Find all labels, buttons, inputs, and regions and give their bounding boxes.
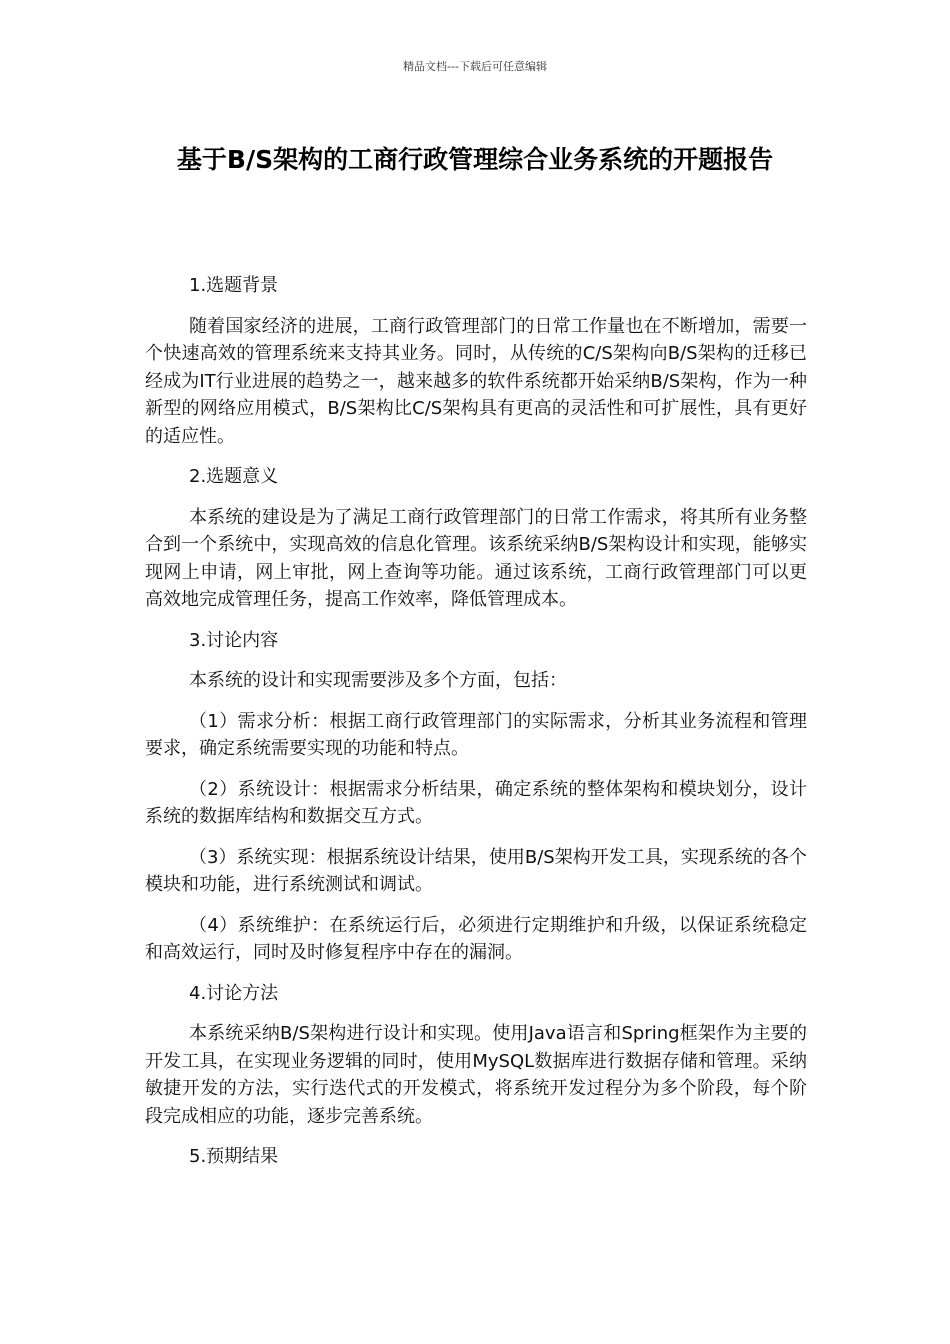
- section-heading: 1.选题背景: [189, 275, 279, 296]
- list-item: （3）系统实现：根据系统设计结果，使用B/S架构开发工具，实现系统的各个模块和功能，进行系统测试和调试。: [145, 846, 807, 895]
- list-item: （1）需求分析：根据工商行政管理部门的实际需求，分析其业务流程和管理要求，确定系统需要实现的功能和特点。: [145, 710, 807, 759]
- list-item: （4）系统维护：在系统运行后，必须进行定期维护和升级，以保证系统稳定和高效运行，同时及时修复程序中存在的漏洞。: [145, 914, 807, 963]
- section-heading: 3.讨论内容: [189, 629, 279, 651]
- page-header: 精品文档---下载后可任意编辑: [403, 60, 547, 73]
- list-item: （2）系统设计：根据需求分析结果，确定系统的整体架构和模块划分，设计系统的数据库结构和数据交互方式。: [145, 778, 807, 827]
- paragraph: 本系统的设计和实现需要涉及多个方面，包括：: [189, 670, 567, 691]
- section-heading: 4.讨论方法: [189, 982, 279, 1004]
- section-heading: 2.选题意义: [189, 466, 279, 487]
- paragraph: 本系统采纳B/S架构进行设计和实现。使用Java语言和Spring框架作为主要的开发工具，在实现业务逻辑的同时，使用MySQL数据库进行数据存储和管理。采纳敏捷开发的方法，实行迭代式的开发模式，将系统开发过程分为多个阶段，每个阶段完成相应的功能，逐步完善系统。: [145, 1023, 807, 1127]
- paragraph: 本系统的建设是为了满足工商行政管理部门的日常工作需求，将其所有业务整合到一个系统中，实现高效的信息化管理。该系统采纳B/S架构设计和实现，能够实现网上申请，网上审批，网上查询等功能。通过该系统，工商行政管理部门可以更高效地完成管理任务，提高工作效率，降低管理成本。: [145, 506, 807, 610]
- section-heading: 5.预期结果: [189, 1146, 279, 1167]
- document-body: [145, 272, 807, 1184]
- document-title: 基于B/S架构的工商行政管理综合业务系统的开题报告: [176, 145, 774, 174]
- paragraph: 随着国家经济的进展，工商行政管理部门的日常工作量也在不断增加，需要一个快速高效的管理系统来支持其业务。同时，从传统的C/S架构向B/S架构的迁移已经成为IT行业进展的趋势之一，越来越多的软件系统都开始采纳B/S架构，作为一种新型的网络应用模式，B/S架构比C/S架构具有更高的灵活性和可扩展性，具有更好的适应性。: [145, 315, 807, 447]
